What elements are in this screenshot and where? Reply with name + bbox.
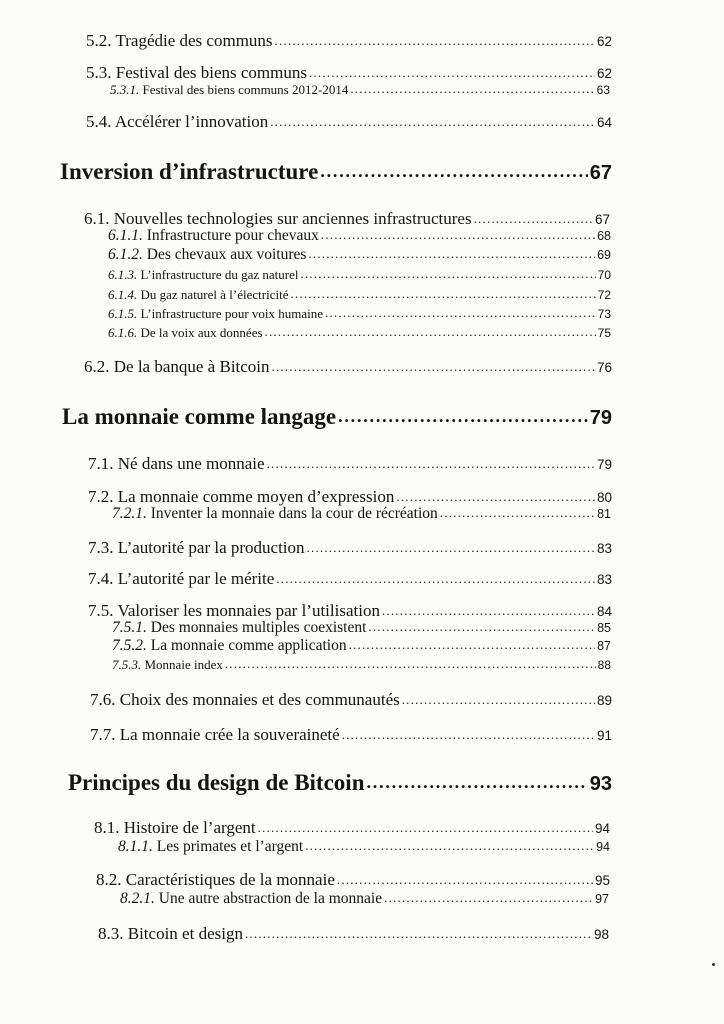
leader-dots (349, 638, 596, 651)
toc-entry (88, 454, 612, 474)
toc-entry-number: 7.5. (88, 601, 114, 620)
toc-entry-page: 84 (596, 604, 612, 619)
toc-subentry (112, 657, 611, 673)
toc-entry-number: 6.1.3. (108, 267, 138, 282)
leader-dots (337, 873, 593, 886)
toc-entry-page: 64 (596, 115, 612, 130)
leader-dots (225, 657, 596, 670)
toc-entry-page: 81 (597, 507, 611, 521)
toc-entry-title: Une autre abstraction de la monnaie (158, 890, 383, 907)
toc-entry-page: 75 (597, 326, 611, 340)
toc-entry-number: 8.3. (98, 924, 124, 943)
toc-entry (88, 569, 612, 589)
leader-dots (245, 927, 592, 940)
toc-entry-title: L’autorité par la production (117, 538, 305, 557)
toc-entry-number: 8.1. (94, 818, 120, 837)
toc-entry (86, 112, 612, 132)
toc-entry-page: 73 (597, 307, 611, 321)
leader-dots (382, 604, 595, 617)
toc-entry-number: 5.3.1. (110, 82, 140, 97)
toc-entry-title: Caractéristiques de la monnaie (125, 870, 335, 889)
toc-subentry (108, 306, 611, 322)
leader-dots (300, 267, 595, 280)
toc-entry-number: 8.1.1. (118, 838, 153, 855)
leader-dots (368, 620, 595, 633)
toc-entry-number: 5.3. (86, 63, 112, 82)
toc-subentry (110, 82, 610, 98)
toc-subentry (120, 890, 609, 908)
toc-entry-page: 87 (597, 639, 611, 653)
toc-entry-title: Nouvelles technologies sur anciennes infrastructures (113, 209, 472, 228)
toc-entry-title: Des chevaux aux voitures (146, 246, 307, 263)
toc-entry-title: La monnaie comme application (150, 637, 347, 654)
leader-dots (276, 572, 595, 585)
toc-entry-title: Festival des biens communs 2012-2014 (142, 82, 349, 97)
toc-entry-page: 70 (597, 268, 611, 282)
toc-entry-title: De la banque à Bitcoin (113, 357, 270, 376)
toc-entry-page: 62 (596, 66, 612, 81)
toc-entry-title: L’infrastructure pour voix humaine (140, 306, 324, 321)
toc-chapter-title: Principes du design de Bitcoin (68, 770, 365, 795)
toc-entry-page: 62 (596, 34, 612, 49)
toc-entry-page: 72 (597, 288, 611, 302)
toc-chapter-page: 79 (589, 407, 612, 429)
leader-dots (321, 228, 595, 241)
toc-entry (98, 924, 609, 944)
toc-subentry (108, 267, 611, 283)
toc-entry-page: 83 (596, 572, 612, 587)
toc-entry-number: 7.5.1. (112, 619, 147, 636)
leader-dots (320, 162, 587, 180)
toc-chapter-heading (68, 770, 612, 796)
toc-entry-number: 6.1.2. (108, 246, 143, 263)
toc-entry-page: 98 (593, 927, 609, 942)
toc-entry (94, 818, 610, 838)
toc-entry-page: 63 (596, 83, 610, 97)
toc-entry (88, 538, 612, 558)
toc-subentry (112, 637, 611, 655)
toc-entry (86, 63, 612, 83)
toc-chapter-title: La monnaie comme langage (62, 404, 337, 429)
toc-entry-page: 94 (594, 821, 610, 836)
toc-entry-title: L’infrastructure du gaz naturel (140, 267, 299, 282)
leader-dots (440, 506, 595, 519)
toc-entry-page: 67 (594, 212, 610, 227)
toc-entry-number: 7.1. (88, 454, 114, 473)
toc-entry-title: Valoriser les monnaies par l’utilisation (117, 601, 380, 620)
leader-dots (384, 891, 593, 904)
toc-entry-number: 7.6. (90, 690, 116, 709)
leader-dots (342, 728, 595, 741)
toc-entry-title: La monnaie crée la souveraineté (119, 725, 340, 744)
toc-entry-number: 7.2.1. (112, 505, 147, 522)
leader-dots (258, 821, 593, 834)
toc-entry (86, 31, 612, 51)
toc-entry-number: 7.4. (88, 569, 114, 588)
toc-entry-title: Infrastructure pour chevaux (146, 227, 319, 244)
toc-chapter-title: Inversion d’infrastructure (60, 159, 319, 184)
toc-entry-page: 80 (596, 490, 612, 505)
leader-dots (267, 457, 595, 470)
toc-entry (88, 601, 612, 621)
toc-entry (90, 690, 612, 710)
toc-entry (96, 870, 610, 890)
toc-entry-number: 6.2. (84, 357, 110, 376)
toc-entry-number: 7.5.3. (112, 657, 142, 672)
toc-entry-title: La monnaie comme moyen d’expression (117, 487, 395, 506)
leader-dots (272, 360, 595, 373)
toc-entry-title: Festival des biens communs (115, 63, 307, 82)
toc-entry-number: 6.1.6. (108, 325, 138, 340)
toc-entry-title: De la voix aux données (140, 325, 263, 340)
toc-subentry (108, 325, 611, 341)
leader-dots (307, 541, 595, 554)
leader-dots (305, 839, 594, 852)
toc-subentry (112, 505, 611, 523)
toc-entry-page: 91 (596, 728, 612, 743)
toc-entry-title: Tragédie des communs (115, 31, 273, 50)
toc-entry (90, 725, 612, 745)
toc-entry-page: 95 (594, 873, 610, 888)
leader-dots (275, 34, 595, 47)
leader-dots (325, 306, 596, 319)
toc-entry-page: 88 (597, 658, 611, 672)
toc-entry-title: Bitcoin et design (127, 924, 243, 943)
toc-subentry (118, 838, 610, 856)
toc-subentry (108, 246, 611, 264)
toc-entry-number: 5.2. (86, 31, 112, 50)
toc-entry-page: 83 (596, 541, 612, 556)
leader-dots (474, 212, 593, 225)
toc-subentry (108, 287, 611, 303)
toc-entry (88, 487, 612, 507)
toc-entry-number: 6.1.5. (108, 306, 138, 321)
leader-dots (270, 115, 595, 128)
toc-subentry (108, 227, 611, 245)
leader-dots (309, 66, 595, 79)
toc-chapter-page: 67 (589, 162, 612, 184)
toc-entry-page: 85 (597, 621, 611, 635)
toc-entry-number: 6.1.1. (108, 227, 143, 244)
toc-entry-title: Accélérer l’innovation (114, 112, 269, 131)
toc-entry-title: Des monnaies multiples coexistent (150, 619, 367, 636)
leader-dots (265, 325, 596, 338)
toc-entry-number: 7.3. (88, 538, 114, 557)
toc-entry-number: 8.2.1. (120, 890, 155, 907)
toc-chapter-page: 93 (589, 773, 612, 795)
toc-entry-title: L’autorité par le mérite (117, 569, 275, 588)
toc-entry-page: 69 (597, 248, 611, 262)
toc-entry-page: 76 (596, 360, 612, 375)
toc-entry-number: 8.2. (96, 870, 122, 889)
toc-entry-title: Les primates et l’argent (156, 838, 304, 855)
toc-subentry (112, 619, 611, 637)
toc-entry-number: 6.1. (84, 209, 110, 228)
scan-speck (712, 963, 715, 966)
leader-dots (396, 490, 595, 503)
toc-entry (84, 209, 610, 229)
toc-entry-number: 7.5.2. (112, 637, 147, 654)
leader-dots (338, 407, 588, 425)
toc-entry-page: 97 (595, 892, 609, 906)
leader-dots (290, 287, 595, 300)
toc-entry-number: 7.7. (90, 725, 116, 744)
toc-entry-number: 5.4. (86, 112, 112, 131)
leader-dots (350, 82, 594, 95)
toc-entry-title: Inventer la monnaie dans la cour de récréation (150, 505, 438, 522)
toc-entry-title: Né dans une monnaie (117, 454, 265, 473)
toc-entry-number: 7.2. (88, 487, 114, 506)
toc-entry-title: Histoire de l’argent (123, 818, 256, 837)
toc-entry-number: 6.1.4. (108, 287, 138, 302)
toc-entry-page: 68 (597, 229, 611, 243)
toc-entry-title: Monnaie index (144, 657, 223, 672)
toc-entry-title: Du gaz naturel à l’électricité (140, 287, 289, 302)
toc-chapter-heading (62, 404, 612, 430)
leader-dots (308, 247, 595, 260)
leader-dots (402, 693, 595, 706)
toc-entry-title: Choix des monnaies et des communautés (119, 690, 400, 709)
toc-chapter-heading (60, 159, 612, 185)
toc-entry-page: 89 (596, 693, 612, 708)
toc-entry (84, 357, 612, 377)
toc-entry-page: 79 (596, 457, 612, 472)
leader-dots (366, 773, 587, 791)
toc-entry-page: 94 (596, 840, 610, 854)
